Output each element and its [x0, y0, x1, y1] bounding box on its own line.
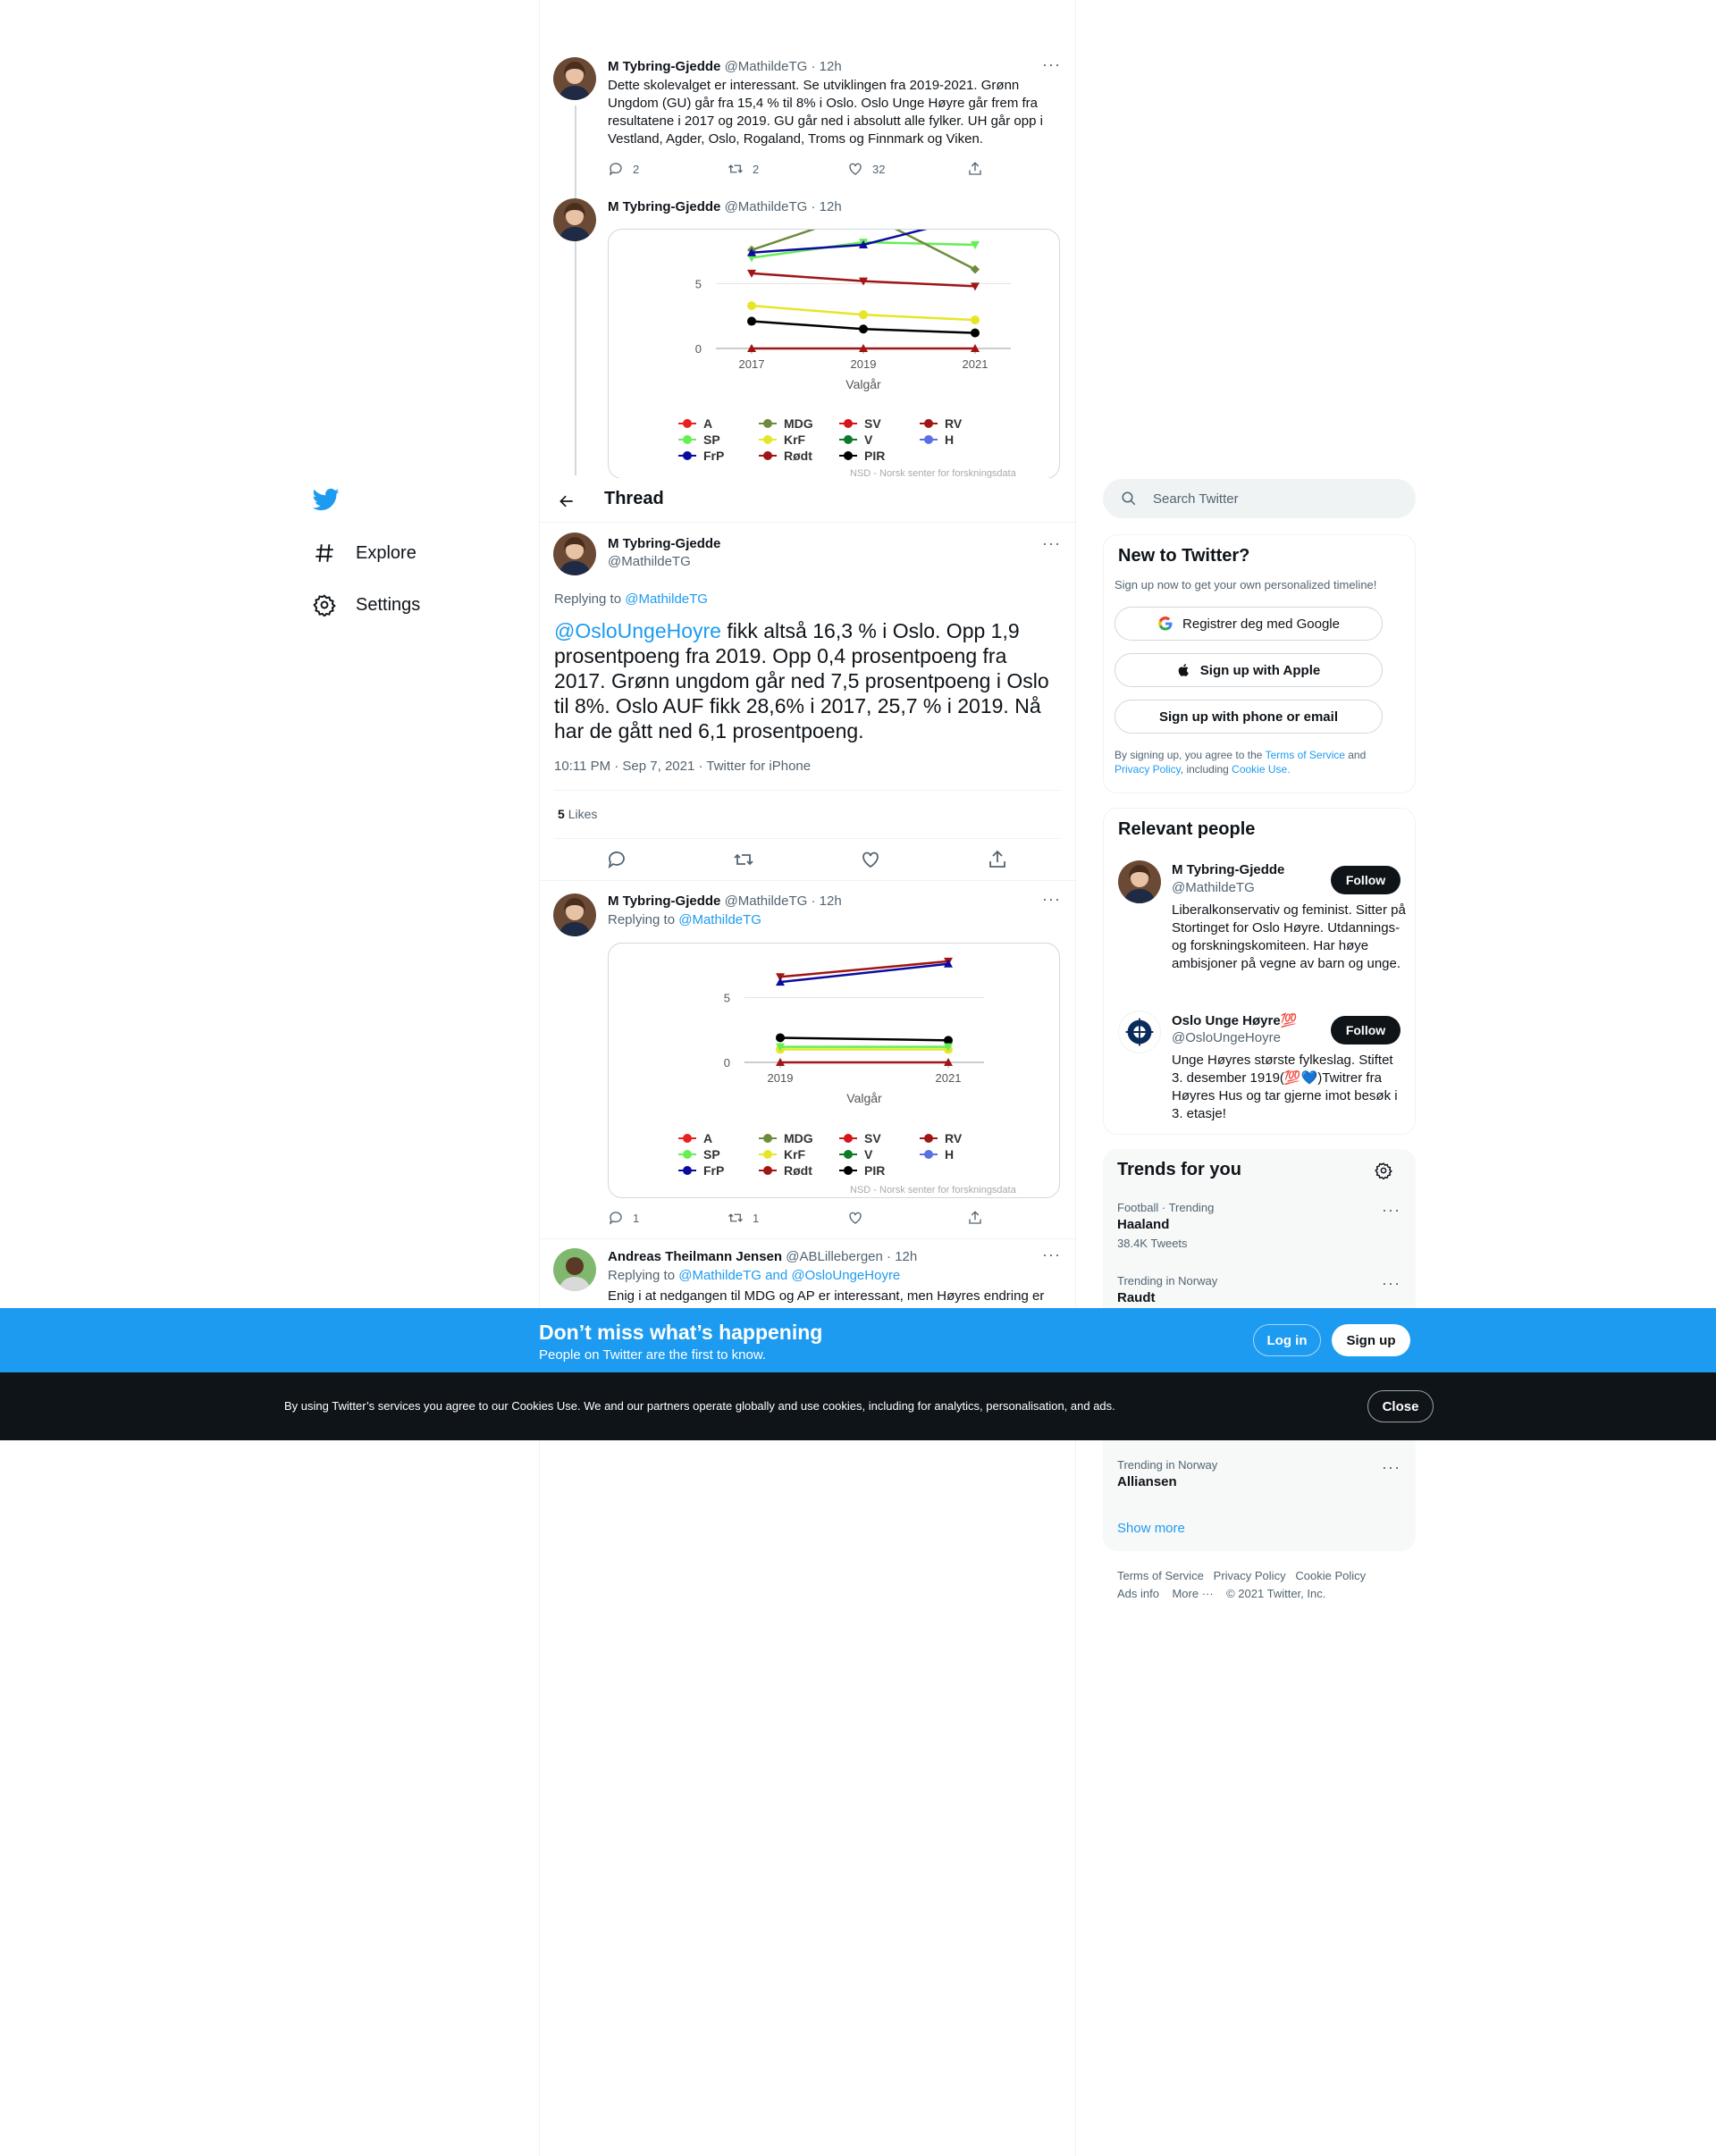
retweet-count: 2	[753, 162, 760, 176]
apple-signup-button[interactable]	[1115, 653, 1383, 687]
apple-icon	[1177, 662, 1191, 678]
google-signup-label: Registrer deg med Google	[1182, 616, 1340, 632]
retweet-button[interactable]	[728, 161, 847, 177]
replying-label: Replying to	[554, 591, 622, 607]
legend-label: H	[945, 432, 955, 447]
tweet-meta[interactable]: 10:11 PM · Sep 7, 2021 · Twitter for iPhone	[554, 759, 812, 774]
chart-image-2[interactable]	[608, 943, 1060, 1198]
share-button[interactable]	[967, 1210, 1087, 1226]
show-more-link[interactable]: Show more	[1117, 1521, 1185, 1536]
tweet-header	[608, 893, 842, 909]
timeline-left-border	[539, 0, 540, 2156]
data-point-pir	[776, 1033, 785, 1042]
legend-marker	[683, 1150, 692, 1159]
sidebar-footer	[1117, 1567, 1412, 1603]
data-point-krf	[859, 310, 868, 319]
chart-source-label: NSD - Norsk senter for forskningsdata	[850, 468, 1016, 479]
tweet-time[interactable]: · 12h	[811, 893, 842, 909]
follow-button[interactable]: Follow	[1331, 866, 1401, 894]
reply-icon[interactable]	[606, 849, 627, 870]
trend-meta: Football · Trending	[1117, 1201, 1215, 1214]
legend-marker	[683, 1166, 692, 1175]
author-name[interactable]: M Tybring-Gjedde	[608, 199, 721, 214]
tweet-text: Dette skolevalget er interessant. Se utviklingen fra 2019-2021. Grønn Ungdom (GU) går fra 15,4 % til 8% i Oslo. Oslo Unge Høyre går frem fra resultatene i 2017 og 2019. GU går ned i absolutt alle fylker. UH går opp i Vestland, Agder, Oslo, Rogaland, Troms og Finnmark og Viken.	[608, 78, 1043, 147]
avatar[interactable]	[1118, 860, 1161, 903]
y-tick-label: 5	[694, 277, 702, 291]
legend-label: SP	[703, 432, 720, 447]
legend-label: A	[703, 1131, 713, 1145]
more-icon[interactable]: ···	[1382, 1274, 1401, 1292]
replying-to	[608, 1268, 900, 1283]
avatar[interactable]	[553, 893, 596, 936]
more-icon[interactable]: ···	[1042, 55, 1061, 73]
footer-terms-link[interactable]: Terms of Service	[1117, 1569, 1204, 1582]
author-handle[interactable]: @MathildeTG	[724, 893, 808, 909]
x-axis-label: Valgår	[845, 377, 881, 391]
author-name[interactable]: Andreas Theilmann Jensen	[608, 1249, 783, 1264]
nav-explore-label: Explore	[356, 542, 416, 563]
reply-icon	[608, 161, 624, 177]
google-icon	[1157, 616, 1173, 632]
trend-name: Raudt	[1117, 1290, 1156, 1305]
banner-title: Don’t miss what’s happening	[539, 1321, 823, 1344]
legend-marker	[844, 435, 853, 444]
replying-to	[608, 912, 761, 927]
author-handle[interactable]: @ABLillebergen	[786, 1249, 883, 1264]
y-tick-label: 5	[723, 991, 730, 1005]
tweet-header	[608, 1249, 917, 1264]
legend-label: PIR	[864, 449, 886, 463]
legend-marker	[683, 419, 692, 428]
person-bio: Unge Høyres største fylkeslag. Stiftet 3. desember 1919(💯💙)Twitrer fra Høyres Hus og tar gjerne imot besøk i 3. etasje!	[1172, 1053, 1398, 1121]
cookie-link[interactable]: Cookie Use.	[1232, 763, 1291, 776]
x-tick-label: 2021	[962, 357, 988, 371]
like-button[interactable]	[847, 161, 967, 177]
legend-label: SP	[703, 1147, 720, 1162]
nav-explore[interactable]	[313, 541, 416, 565]
x-tick-label: 2019	[767, 1071, 794, 1085]
x-tick-label: 2019	[850, 357, 877, 371]
legend-marker	[844, 1150, 853, 1159]
likes-count: 5	[558, 807, 565, 821]
avatar[interactable]	[553, 533, 596, 575]
data-point-pir	[859, 324, 868, 333]
trend-item[interactable]	[1103, 1201, 1416, 1258]
legend-label: Rødt	[784, 1163, 812, 1178]
nav-settings[interactable]	[313, 593, 420, 617]
plot-area	[776, 958, 953, 1066]
google-signup-button[interactable]	[1115, 607, 1383, 641]
legend-marker	[763, 1150, 772, 1159]
tweet-time[interactable]: · 12h	[811, 199, 842, 214]
like-button[interactable]	[847, 1210, 967, 1226]
tweet-time[interactable]: · 12h	[811, 59, 842, 74]
x-tick-label: 2021	[935, 1071, 962, 1085]
legend-marker	[763, 419, 772, 428]
timeline-right-border	[1075, 0, 1076, 2156]
avatar[interactable]	[1118, 1011, 1161, 1053]
likes-label: Likes	[568, 807, 598, 821]
signup-banner	[0, 1308, 1716, 1372]
heart-icon	[847, 161, 863, 177]
twitter-logo-icon[interactable]	[313, 486, 340, 513]
retweet-count: 1	[753, 1211, 760, 1225]
legend-label: MDG	[784, 416, 813, 431]
relevant-people-panel	[1103, 808, 1416, 1135]
chart-image-1[interactable]	[608, 229, 1060, 479]
retweet-icon	[728, 161, 744, 177]
legend-marker	[844, 451, 853, 460]
follow-button[interactable]: Follow	[1331, 1016, 1401, 1044]
trend-meta: Trending in Norway	[1117, 1274, 1218, 1288]
divider	[554, 838, 1060, 839]
divider	[540, 1238, 1075, 1239]
mention-link[interactable]: @OsloUngeHoyre	[554, 619, 721, 642]
cookie-text: By using Twitter’s services you agree to our Cookies Use. We and our partners operate globally and use cookies, including for analytics, personalisation, and ads.	[284, 1399, 1115, 1413]
x-tick-label: 2017	[738, 357, 765, 371]
chart-source-label: NSD - Norsk senter for forskningsdata	[850, 1185, 1016, 1195]
person-bio: Liberalkonservativ og feminist. Sitter på Stortinget for Oslo Høyre. Utdannings- og forskningskomiteen. Har høye ambisjoner på vegne av barn og unge.	[1172, 902, 1406, 971]
apple-signup-label: Sign up with Apple	[1199, 662, 1321, 678]
author-name[interactable]: M Tybring-Gjedde	[608, 893, 721, 909]
person-handle[interactable]: @OsloUngeHoyre	[1172, 1030, 1281, 1045]
author-name[interactable]: M Tybring-Gjedde	[608, 536, 721, 551]
tweet-header	[608, 199, 842, 214]
trend-name: Alliansen	[1117, 1474, 1177, 1489]
share-icon[interactable]	[987, 849, 1008, 870]
legend-label: RV	[945, 1131, 963, 1145]
legend-label: SV	[864, 416, 881, 431]
retweet-button[interactable]	[728, 1210, 847, 1226]
signup-subtitle: Sign up now to get your own personalized timeline!	[1115, 578, 1377, 591]
page-title: Thread	[604, 489, 664, 508]
tweet-actions	[608, 161, 1087, 177]
back-arrow-icon[interactable]	[558, 492, 576, 510]
search-box[interactable]	[1103, 479, 1416, 518]
legend-label: MDG	[784, 1131, 813, 1145]
replying-label: Replying to	[608, 1268, 676, 1283]
divider	[554, 790, 1060, 791]
trends-title: Trends for you	[1117, 1160, 1241, 1179]
legend-marker	[924, 419, 933, 428]
tweet-time[interactable]: · 12h	[887, 1249, 918, 1264]
trend-count: 38.4K Tweets	[1117, 1237, 1188, 1250]
author-handle[interactable]: @MathildeTG	[724, 59, 808, 74]
series-line-rødt	[780, 961, 948, 977]
y-tick-label: 0	[723, 1056, 730, 1070]
avatar[interactable]	[553, 57, 596, 100]
data-point-krf	[971, 315, 980, 324]
trend-item[interactable]	[1103, 1458, 1416, 1494]
line-chart-1	[609, 230, 1060, 479]
series-line-pir	[780, 1037, 948, 1040]
signup-title: New to Twitter?	[1118, 546, 1250, 566]
legend-marker	[683, 451, 692, 460]
x-axis-label: Valgår	[846, 1091, 882, 1105]
phone-signup-button[interactable]	[1115, 700, 1383, 734]
legend-marker	[763, 435, 772, 444]
share-icon	[967, 1210, 983, 1226]
replying-handle-link[interactable]: @MathildeTG and @OsloUngeHoyre	[678, 1268, 901, 1283]
more-icon[interactable]: ···	[1382, 1458, 1401, 1476]
legend-label: V	[864, 432, 873, 447]
legend-marker	[763, 1166, 772, 1175]
relevant-title: Relevant people	[1118, 819, 1256, 839]
legend-label: FrP	[703, 1163, 725, 1178]
replying-label: Replying to	[608, 912, 676, 927]
legend-label: H	[945, 1147, 955, 1162]
author-name[interactable]: M Tybring-Gjedde	[608, 59, 721, 74]
heart-icon[interactable]	[860, 849, 881, 870]
legend-label: FrP	[703, 449, 725, 463]
thread-line	[575, 105, 576, 475]
divider	[540, 880, 1075, 881]
legend-marker	[683, 435, 692, 444]
legend-label: PIR	[864, 1163, 886, 1178]
gear-icon	[313, 593, 336, 617]
cookie-bar	[0, 1372, 1716, 1440]
trend-meta: Trending in Norway	[1117, 1458, 1218, 1472]
heart-icon	[847, 1210, 863, 1226]
search-icon	[1121, 491, 1137, 507]
main-tweet-body: fikk altså 16,3 % i Oslo. Opp 1,9 prosentpoeng fra 2019. Opp 0,4 prosentpoeng fra 2017. Grønn ungdom går ned 7,5 prosentpoeng i Oslo til 8%. Oslo AUF fikk 28,6% i 2017, 25,7 % i 2019. Nå har de gått ned 6,1 prosentpoeng.	[554, 619, 1049, 742]
retweet-icon	[728, 1210, 744, 1226]
avatar[interactable]	[553, 198, 596, 241]
legal-text: and	[1344, 749, 1367, 761]
more-icon[interactable]: ···	[1382, 1201, 1401, 1219]
likes-stat[interactable]	[558, 807, 597, 821]
thread-header	[540, 478, 1075, 523]
avatar[interactable]	[553, 1248, 596, 1291]
reply-icon	[608, 1210, 624, 1226]
signup-panel	[1103, 534, 1416, 793]
reply-button[interactable]	[608, 1210, 728, 1226]
legend-label: KrF	[784, 432, 806, 447]
reply-count: 1	[633, 1211, 640, 1225]
more-icon[interactable]: ···	[1042, 1246, 1061, 1263]
legend-label: V	[864, 1147, 873, 1162]
replying-handle-link[interactable]: @MathildeTG	[625, 591, 708, 607]
reply-count: 2	[633, 162, 640, 176]
legend-label: SV	[864, 1131, 881, 1145]
person-name[interactable]: Oslo Unge Høyre💯	[1172, 1013, 1298, 1028]
legend-label: A	[703, 416, 713, 431]
author-handle[interactable]: @MathildeTG	[724, 199, 808, 214]
main-tweet-text	[554, 618, 1055, 743]
tweet-header	[608, 59, 842, 74]
series-line-frp	[780, 964, 948, 982]
legend-marker	[924, 1134, 933, 1143]
login-button[interactable]: Log in	[1253, 1324, 1321, 1356]
terms-link[interactable]: Terms of Service	[1265, 749, 1345, 761]
legend-marker	[844, 1134, 853, 1143]
main-tweet-actions	[606, 849, 1008, 870]
data-point-pir	[747, 317, 756, 326]
hashtag-icon	[313, 541, 336, 565]
author-handle[interactable]: @MathildeTG	[608, 554, 691, 569]
person-name[interactable]: M Tybring-Gjedde	[1172, 862, 1285, 877]
trend-name: Haaland	[1117, 1217, 1170, 1232]
legend-label: KrF	[784, 1147, 806, 1162]
legend-marker	[844, 419, 853, 428]
legend-marker	[924, 1150, 933, 1159]
data-point-krf	[747, 301, 756, 310]
gear-icon[interactable]	[1375, 1162, 1392, 1179]
data-point-mdg	[971, 265, 980, 274]
line-chart-2	[609, 944, 1060, 1198]
data-point-pir	[971, 329, 980, 338]
replying-handle-link[interactable]: @MathildeTG	[678, 912, 761, 927]
legend-marker	[683, 1134, 692, 1143]
reply-button[interactable]	[608, 161, 728, 177]
close-button[interactable]: Close	[1367, 1390, 1434, 1422]
footer-cookie-link[interactable]: Cookie Policy	[1295, 1569, 1367, 1582]
more-icon[interactable]: ···	[1042, 534, 1061, 552]
share-button[interactable]	[967, 161, 1087, 177]
privacy-link[interactable]: Privacy Policy	[1115, 763, 1181, 776]
banner-subtitle: People on Twitter are the first to know.	[539, 1347, 767, 1363]
y-tick-label: 0	[694, 342, 702, 356]
legal-text: , including	[1180, 763, 1232, 776]
share-icon	[967, 161, 983, 177]
nav-settings-label: Settings	[356, 594, 421, 615]
phone-signup-label: Sign up with phone or email	[1158, 709, 1338, 725]
footer-more-link[interactable]: More ···	[1172, 1587, 1214, 1600]
plot-area	[747, 230, 980, 352]
retweet-icon[interactable]	[733, 849, 754, 870]
person-handle[interactable]: @MathildeTG	[1172, 880, 1255, 895]
replying-to	[554, 591, 708, 607]
footer-ads-link[interactable]: Ads info	[1117, 1587, 1159, 1600]
legend-marker	[924, 435, 933, 444]
signup-legal	[1115, 748, 1401, 776]
footer-privacy-link[interactable]: Privacy Policy	[1213, 1569, 1286, 1582]
footer-copyright: © 2021 Twitter, Inc.	[1226, 1587, 1326, 1600]
legend-label: RV	[945, 416, 963, 431]
legend-marker	[763, 1134, 772, 1143]
legal-text: By signing up, you agree to the	[1115, 749, 1266, 761]
tweet-actions	[608, 1210, 1087, 1226]
legend-marker	[763, 451, 772, 460]
signup-button[interactable]: Sign up	[1332, 1324, 1410, 1356]
like-count: 32	[872, 162, 886, 176]
tweet-text: Enig i at nedgangen til MDG og AP er interessant, men Høyres endring er	[608, 1288, 1045, 1304]
more-icon[interactable]: ···	[1042, 890, 1061, 908]
trend-item[interactable]	[1103, 1274, 1416, 1310]
legend-marker	[844, 1166, 853, 1175]
legend-label: Rødt	[784, 449, 812, 463]
search-placeholder: Search Twitter	[1153, 491, 1239, 507]
